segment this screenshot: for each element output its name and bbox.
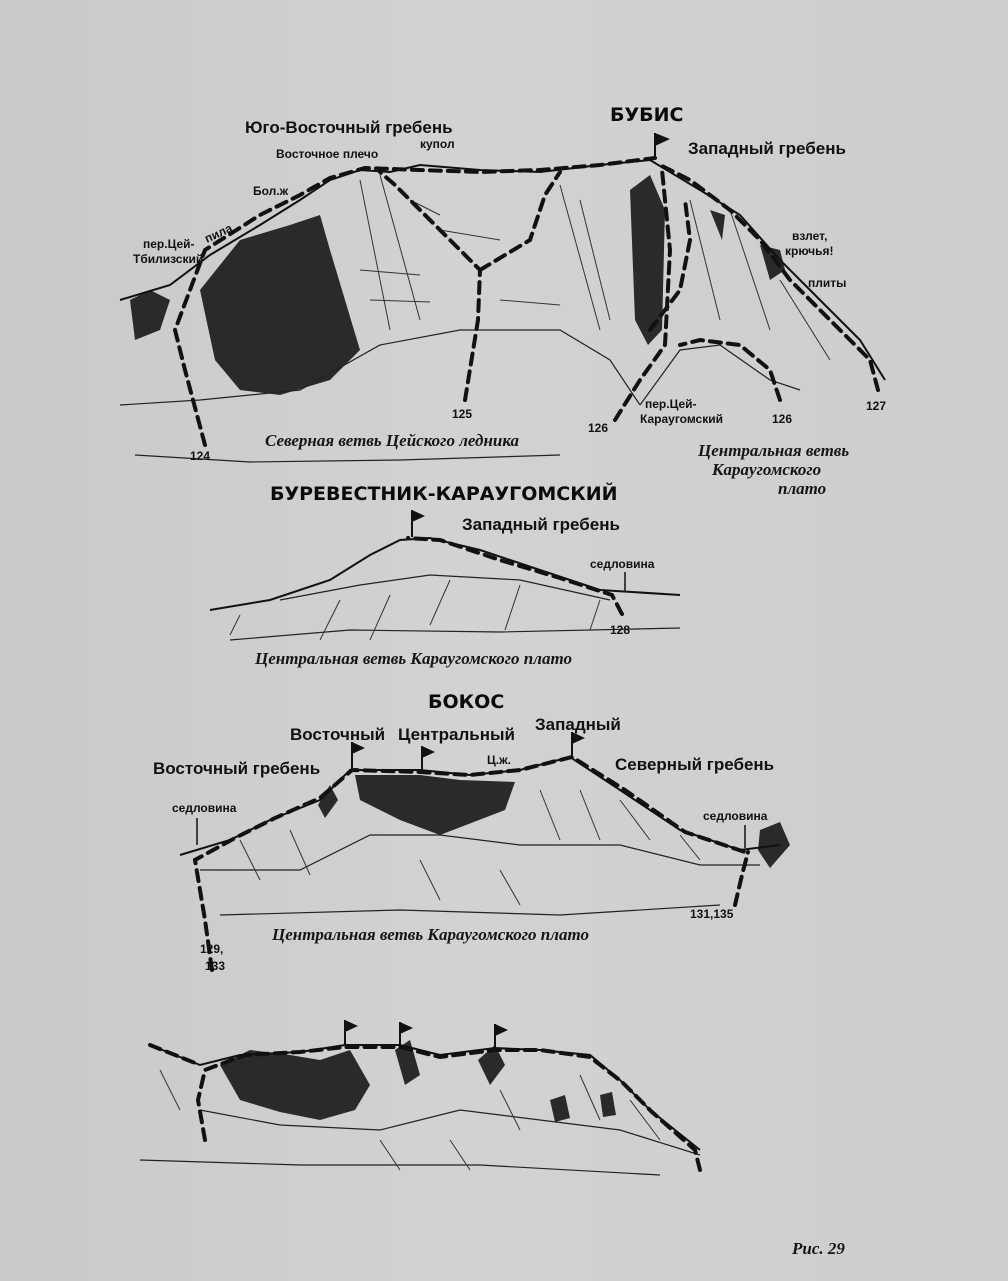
vtsps-base-line [140,1160,660,1175]
bokos-base-line [220,905,720,915]
bubis-glacier-central-label-2: Карaугомского [712,460,822,479]
route-131-135-path [735,852,748,905]
bubis-glacier-central-label-1: Центральная ветвь [698,441,850,460]
bubis-pass-tsei-karaugom-label-1: пер.Цей- [645,397,697,411]
bubis-vzlet-label-2: крючья! [785,244,834,258]
bokos-glacier-label: Центральная ветвь Карaугомского плато [272,925,589,944]
panel-burevestnik [210,482,680,668]
bubis-plity-label: плиты [808,276,847,290]
bokos-west-peak-label: Западный [535,715,621,734]
bubis-west-ridge-label: Западный гребень [688,139,846,158]
bokos-east-peak-label: Восточный [290,725,386,744]
route-vtsps-saddle-approach [150,1045,200,1065]
bubis-se-ridge-label: Юго-Восточный гребень [245,118,453,137]
route-label-128: 128 [610,623,631,637]
panel-bokos [153,691,790,973]
burevestnik-saddle-label: седловина [590,557,655,571]
bubis-dome-label: купол [420,137,455,151]
bubis-bolzh-label: Бол.ж [253,184,289,198]
bubis-pila-label: пила [202,220,235,246]
vtsps-rock-small-1 [550,1095,570,1122]
route-label-127: 127 [866,399,887,413]
bubis-vzlet-label-1: взлет, [792,229,828,243]
glacier-edge-central [640,345,800,405]
rock-rib-west [630,175,665,345]
rock-face-left [200,215,360,395]
bubis-glacier-central-label-3: плато [778,479,827,498]
glacier-edge-north [120,330,640,405]
bokos-central-summit-flag-icon [422,746,435,758]
route-125-branch [480,172,560,270]
bubis-pass-tsei-tbilisi-label-1: пер.Цей- [143,237,195,251]
burevestnik-ridge-outline [210,538,680,610]
burevestnik-summit-flag-icon [412,510,425,522]
route-label-126b: 126 [772,412,793,426]
bokos-north-ridge-label: Северный гребень [615,755,775,774]
rock-outcrop [130,290,170,340]
bubis-pass-tsei-tbilisi-label-2: Тбилизский [133,252,204,266]
bubis-pass-tsei-karaugom-label-2: Карaугомский [640,412,723,426]
bokos-right-saddle-label: седловина [703,809,768,823]
slope-hatching [360,175,830,360]
route-label-126a: 126 [588,421,609,435]
vtsps-glacier-edge [200,1110,700,1155]
bokos-glacier-edge [200,835,760,870]
bokos-tsz-label: Ц.ж. [487,753,511,767]
route-label-131-135: 131,135 [690,907,734,921]
panel-vtsps [140,1020,700,1175]
vtsps-rock-small-2 [600,1092,616,1117]
rock-small [710,210,725,240]
bokos-rock-face [355,775,515,835]
burevestnik-title: БУРЕВЕСТНИК-КАРАУГОМСКИЙ [270,483,618,505]
route-label-124: 124 [190,449,211,463]
bubis-glacier-north-label: Северная ветвь Цейского ледника [265,431,520,450]
vtsps-central-summit-flag-icon [400,1022,413,1034]
route-126b-path [680,340,780,400]
bubis-east-shoulder-label: Восточное плечо [276,147,379,161]
route-125-path [380,172,480,400]
bokos-left-saddle-label: седловина [172,801,237,815]
route-label-129: 129, [200,942,224,956]
panel-bubis [120,104,886,498]
vtsps-south-summit-flag-icon [345,1020,358,1032]
route-label-125: 125 [452,407,473,421]
burevestnik-west-ridge-label: Западный гребень [462,515,620,534]
bubis-summit-flag-icon [655,133,670,146]
bokos-title: БОКОС [428,691,505,713]
vtsps-north-summit-flag-icon [495,1024,508,1036]
burevestnik-glacier-label: Центральная ветвь Карaугомского плато [255,649,572,668]
route-label-133: 133 [205,959,226,973]
bubis-title: БУБИС [610,104,684,126]
bokos-east-ridge-label: Восточный гребень [153,759,321,778]
figure-caption: Рис. 29 [792,1239,845,1258]
vtsps-rock-face-south [220,1050,370,1120]
bokos-central-peak-label: Центральный [398,725,515,744]
